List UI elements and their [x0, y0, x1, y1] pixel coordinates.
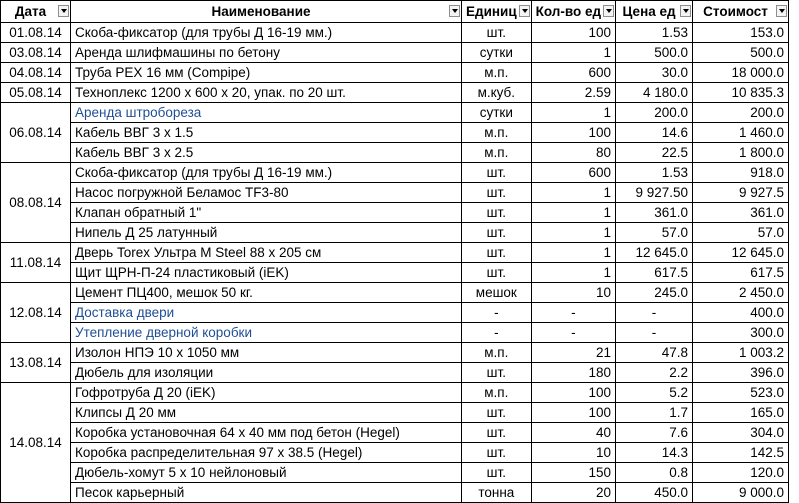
name-cell[interactable]: Доставка двери: [71, 303, 462, 323]
quantity-cell[interactable]: 1: [531, 203, 615, 223]
price-cell[interactable]: 12 645.0: [616, 243, 693, 263]
price-cell[interactable]: 0.8: [616, 463, 693, 483]
unit-cell[interactable]: шт.: [462, 203, 532, 223]
header-label: Стоимост: [703, 4, 768, 19]
price-cell[interactable]: 4 180.0: [616, 83, 693, 103]
quantity-cell[interactable]: 20: [531, 483, 615, 503]
date-cell[interactable]: 03.08.14: [1, 43, 71, 63]
quantity-cell[interactable]: 100: [531, 123, 615, 143]
quantity-cell[interactable]: -: [531, 303, 615, 323]
table-row: [1, 183, 789, 203]
price-cell[interactable]: -: [616, 323, 693, 343]
quantity-cell[interactable]: 150: [531, 463, 615, 483]
table-row: [1, 123, 789, 143]
quantity-cell[interactable]: 600: [531, 163, 615, 183]
table-row: [1, 263, 789, 283]
cost-cell[interactable]: 9 927.5: [693, 183, 789, 203]
table-row: [1, 223, 789, 243]
price-cell[interactable]: 9 927.50: [616, 183, 693, 203]
quantity-cell[interactable]: 10: [531, 443, 615, 463]
name-cell[interactable]: Песок карьерный: [71, 483, 462, 503]
unit-cell[interactable]: сутки: [462, 43, 532, 63]
price-cell[interactable]: 450.0: [616, 483, 693, 503]
cost-cell[interactable]: 57.0: [693, 223, 789, 243]
price-cell[interactable]: 1.53: [616, 163, 693, 183]
name-cell[interactable]: Нипель Д 25 латунный: [71, 223, 462, 243]
filter-dropdown-icon[interactable]: [680, 5, 691, 17]
name-cell[interactable]: Техноплекс 1200 х 600 х 20, упак. по 20 шт.: [71, 83, 462, 103]
unit-cell[interactable]: шт.: [462, 183, 532, 203]
price-cell[interactable]: 200.0: [616, 103, 693, 123]
header-name[interactable]: [71, 1, 462, 23]
filter-dropdown-icon[interactable]: [58, 5, 69, 17]
price-cell[interactable]: 14.3: [616, 443, 693, 463]
cost-cell[interactable]: 200.0: [693, 103, 789, 123]
cost-cell[interactable]: 12 645.0: [693, 243, 789, 263]
name-cell[interactable]: Кабель ВВГ 3 х 1.5: [71, 123, 462, 143]
table-row: [1, 283, 789, 303]
cost-cell[interactable]: 18 000.0: [693, 63, 789, 83]
date-cell[interactable]: 01.08.14: [1, 23, 71, 43]
cost-cell[interactable]: 165.0: [693, 403, 789, 423]
quantity-cell[interactable]: 1: [531, 263, 615, 283]
date-cell[interactable]: 06.08.14: [1, 103, 71, 163]
price-cell[interactable]: 22.5: [616, 143, 693, 163]
table-row: [1, 43, 789, 63]
name-cell[interactable]: Щит ЩРН-П-24 пластиковый (iEK): [71, 263, 462, 283]
name-cell[interactable]: Клапан обратный 1": [71, 203, 462, 223]
unit-cell[interactable]: шт.: [462, 403, 532, 423]
unit-cell[interactable]: шт.: [462, 363, 532, 383]
unit-cell[interactable]: м.п.: [462, 63, 532, 83]
name-cell[interactable]: Кабель ВВГ 3 х 2.5: [71, 143, 462, 163]
unit-cell[interactable]: шт.: [462, 23, 532, 43]
quantity-cell[interactable]: 1: [531, 103, 615, 123]
table-row: [1, 63, 789, 83]
name-cell[interactable]: Дверь Torex Ультра М Steel 88 х 205 см: [71, 243, 462, 263]
quantity-cell[interactable]: 40: [531, 423, 615, 443]
table-row: [1, 23, 789, 43]
cost-cell[interactable]: 120.0: [693, 463, 789, 483]
price-cell[interactable]: 2.2: [616, 363, 693, 383]
unit-cell[interactable]: шт.: [462, 223, 532, 243]
name-cell[interactable]: Скоба-фиксатор (для трубы Д 16-19 мм.): [71, 163, 462, 183]
header-row: [1, 1, 789, 23]
name-cell[interactable]: Аренда штробореза: [71, 103, 462, 123]
quantity-cell[interactable]: 100: [531, 383, 615, 403]
name-cell[interactable]: Труба PEX 16 мм (Compipe): [71, 63, 462, 83]
name-cell[interactable]: Коробка распределительная 97 х 38.5 (Hegel): [71, 443, 462, 463]
table-row: [1, 243, 789, 263]
cost-cell[interactable]: 304.0: [693, 423, 789, 443]
cost-cell[interactable]: 10 835.3: [693, 83, 789, 103]
date-cell[interactable]: 11.08.14: [1, 243, 71, 283]
unit-cell[interactable]: -: [462, 303, 532, 323]
price-cell[interactable]: 1.53: [616, 23, 693, 43]
header-label: Дата: [14, 4, 47, 19]
date-cell[interactable]: 14.08.14: [1, 383, 71, 503]
cost-cell[interactable]: 396.0: [693, 363, 789, 383]
unit-cell[interactable]: м.п.: [462, 143, 532, 163]
unit-cell[interactable]: м.куб.: [462, 83, 532, 103]
table-row: [1, 323, 789, 343]
name-cell[interactable]: Дюбель для изоляции: [71, 363, 462, 383]
table-row: [1, 443, 789, 463]
cost-cell[interactable]: 142.5: [693, 443, 789, 463]
cost-cell[interactable]: 918.0: [693, 163, 789, 183]
table-row: [1, 163, 789, 183]
name-cell[interactable]: Изолон НПЭ 10 х 1050 мм: [71, 343, 462, 363]
table-row: [1, 423, 789, 443]
quantity-cell[interactable]: 1: [531, 183, 615, 203]
unit-cell[interactable]: шт.: [462, 463, 532, 483]
unit-cell[interactable]: шт.: [462, 163, 532, 183]
quantity-cell[interactable]: 80: [531, 143, 615, 163]
unit-cell[interactable]: шт.: [462, 243, 532, 263]
quantity-cell[interactable]: -: [531, 323, 615, 343]
cost-cell[interactable]: 500.0: [693, 43, 789, 63]
filter-dropdown-icon[interactable]: [776, 5, 787, 17]
date-cell[interactable]: 12.08.14: [1, 283, 71, 343]
header-date[interactable]: [1, 1, 71, 23]
unit-cell[interactable]: м.п.: [462, 123, 532, 143]
name-cell[interactable]: Аренда шлифмашины по бетону: [71, 43, 462, 63]
price-cell[interactable]: 500.0: [616, 43, 693, 63]
quantity-cell[interactable]: 1: [531, 243, 615, 263]
date-cell[interactable]: 08.08.14: [1, 163, 71, 243]
quantity-cell[interactable]: 100: [531, 403, 615, 423]
header-label: Кол-во ед: [535, 4, 602, 19]
table-body: [1, 23, 789, 503]
table-row: [1, 383, 789, 403]
unit-cell[interactable]: сутки: [462, 103, 532, 123]
filter-dropdown-icon[interactable]: [519, 5, 530, 17]
name-cell[interactable]: Утепление дверной коробки: [71, 323, 462, 343]
name-cell[interactable]: Дюбель-хомут 5 х 10 нейлоновый: [71, 463, 462, 483]
price-cell[interactable]: 47.8: [616, 343, 693, 363]
name-cell[interactable]: Цемент ПЦ400, мешок 50 кг.: [71, 283, 462, 303]
header-label: Единиц: [466, 4, 517, 19]
date-cell[interactable]: 05.08.14: [1, 83, 71, 103]
price-cell[interactable]: 1.7: [616, 403, 693, 423]
table-row: [1, 403, 789, 423]
quantity-cell[interactable]: 10: [531, 283, 615, 303]
unit-cell[interactable]: -: [462, 323, 532, 343]
date-cell[interactable]: 13.08.14: [1, 343, 71, 383]
table-row: [1, 143, 789, 163]
unit-cell[interactable]: м.п.: [462, 383, 532, 403]
price-cell[interactable]: 245.0: [616, 283, 693, 303]
price-cell[interactable]: 5.2: [616, 383, 693, 403]
table-row: [1, 363, 789, 383]
cost-cell[interactable]: 1 800.0: [693, 143, 789, 163]
quantity-cell[interactable]: 180: [531, 363, 615, 383]
price-cell[interactable]: 14.6: [616, 123, 693, 143]
name-cell[interactable]: Насос погружной Беламос TF3-80: [71, 183, 462, 203]
name-cell[interactable]: Скоба-фиксатор (для трубы Д 16-19 мм.): [71, 23, 462, 43]
header-label: Наименование: [211, 4, 311, 19]
quantity-cell[interactable]: 21: [531, 343, 615, 363]
unit-cell[interactable]: м.п.: [462, 343, 532, 363]
table-row: [1, 303, 789, 323]
cost-cell[interactable]: 153.0: [693, 23, 789, 43]
cost-cell[interactable]: 400.0: [693, 303, 789, 323]
unit-cell[interactable]: тонна: [462, 483, 532, 503]
date-cell[interactable]: 04.08.14: [1, 63, 71, 83]
name-cell[interactable]: Коробка установочная 64 х 40 мм под бетон (Hegel): [71, 423, 462, 443]
price-cell[interactable]: -: [616, 303, 693, 323]
unit-cell[interactable]: мешок: [462, 283, 532, 303]
cost-cell[interactable]: 1 460.0: [693, 123, 789, 143]
cost-cell[interactable]: 2 450.0: [693, 283, 789, 303]
table-row: [1, 203, 789, 223]
header-unit[interactable]: [462, 1, 532, 23]
header-label: Цена ед: [622, 4, 676, 19]
table-row: [1, 343, 789, 363]
quantity-cell[interactable]: 1: [531, 223, 615, 243]
table-row: [1, 463, 789, 483]
price-cell[interactable]: 617.5: [616, 263, 693, 283]
unit-cell[interactable]: шт.: [462, 423, 532, 443]
header-cost[interactable]: [693, 1, 789, 23]
table-row: [1, 103, 789, 123]
cost-cell[interactable]: 9 000.0: [693, 483, 789, 503]
price-cell[interactable]: 30.0: [616, 63, 693, 83]
price-cell[interactable]: 361.0: [616, 203, 693, 223]
quantity-cell[interactable]: 100: [531, 23, 615, 43]
cost-cell[interactable]: 617.5: [693, 263, 789, 283]
unit-cell[interactable]: шт.: [462, 263, 532, 283]
table-row: [1, 83, 789, 103]
unit-cell[interactable]: шт.: [462, 443, 532, 463]
table-row: [1, 483, 789, 503]
cost-cell[interactable]: 300.0: [693, 323, 789, 343]
cost-cell[interactable]: 1 003.2: [693, 343, 789, 363]
price-cell[interactable]: 57.0: [616, 223, 693, 243]
filter-dropdown-icon[interactable]: [603, 5, 614, 17]
cost-cell[interactable]: 361.0: [693, 203, 789, 223]
quantity-cell[interactable]: 600: [531, 63, 615, 83]
price-cell[interactable]: 7.6: [616, 423, 693, 443]
header-quantity[interactable]: [531, 1, 615, 23]
name-cell[interactable]: Клипсы Д 20 мм: [71, 403, 462, 423]
quantity-cell[interactable]: 2.59: [531, 83, 615, 103]
name-cell[interactable]: Гофротруба Д 20 (iEK): [71, 383, 462, 403]
cost-cell[interactable]: 523.0: [693, 383, 789, 403]
header-price[interactable]: [616, 1, 693, 23]
quantity-cell[interactable]: 1: [531, 43, 615, 63]
filter-dropdown-icon[interactable]: [449, 5, 460, 17]
